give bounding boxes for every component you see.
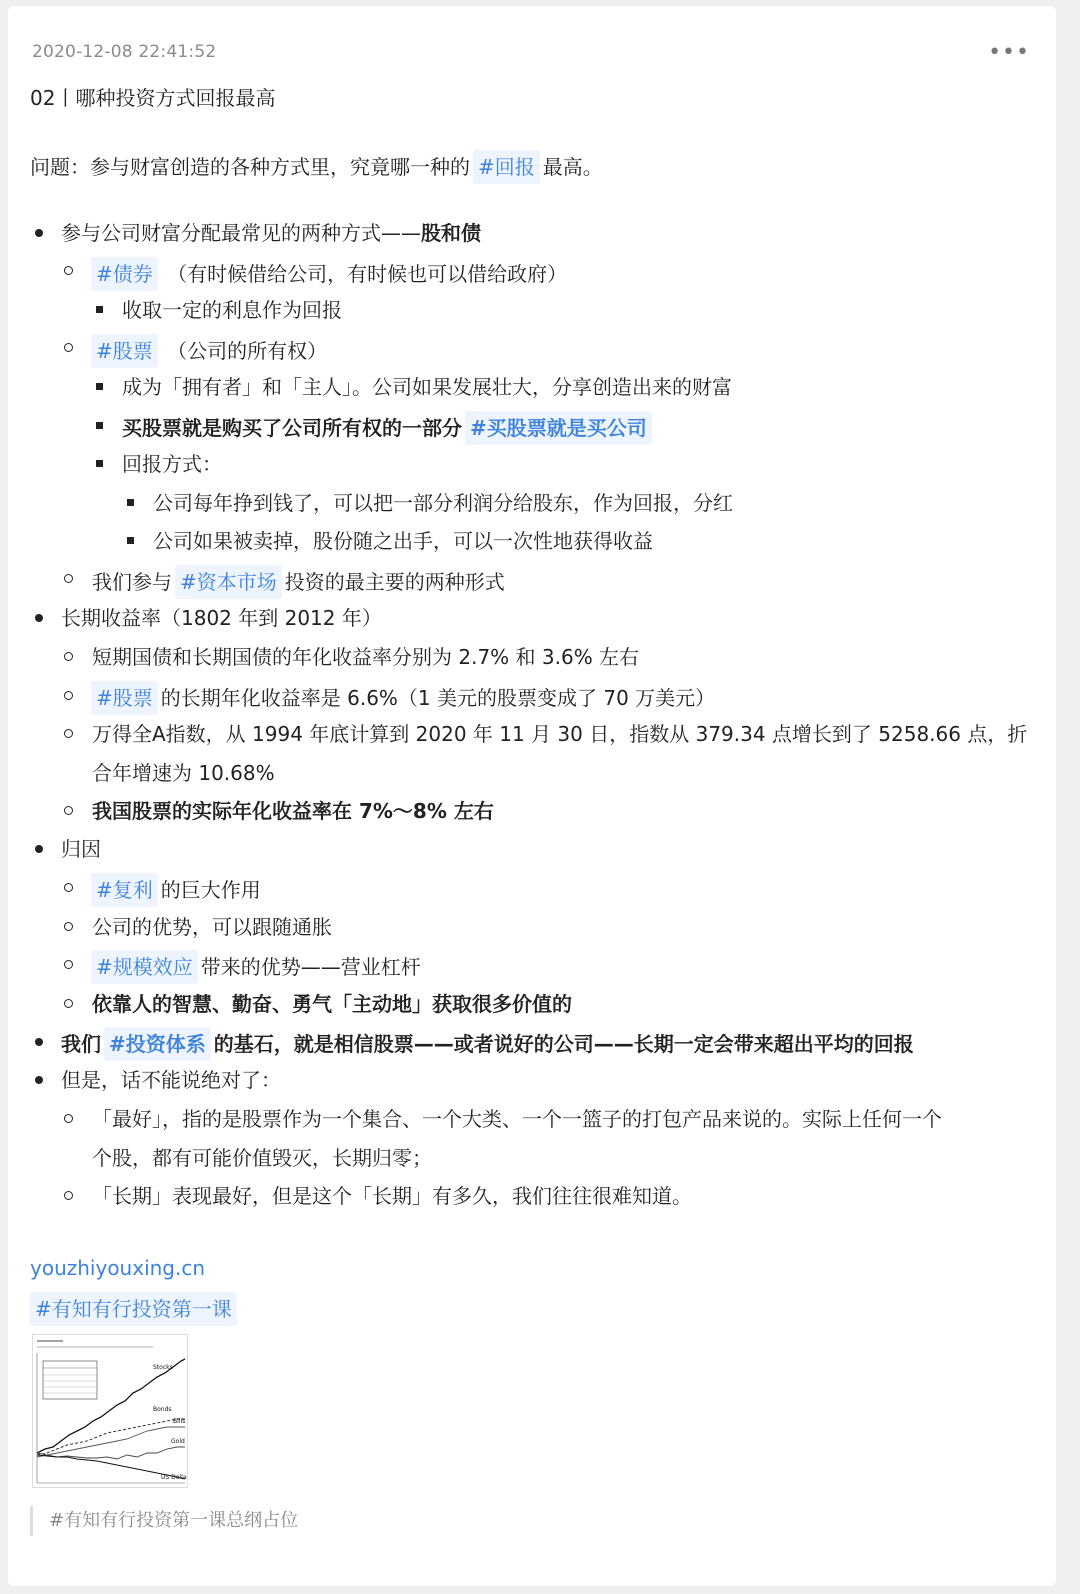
bullet-circle xyxy=(64,729,73,738)
bullet-square xyxy=(96,306,103,313)
bullet-square xyxy=(127,537,134,544)
list-item: #股票 的长期年化收益率是 6.6%（1 美元的股票变成了 70 万美元） xyxy=(88,681,715,715)
legend-gold: Gold xyxy=(171,1438,185,1445)
list-item: 买股票就是购买了公司所有权的一部分 #买股票就是买公司 xyxy=(122,411,655,445)
tag-mai-gupiao[interactable]: #买股票就是买公司 xyxy=(465,411,652,445)
list-item: 归因 xyxy=(61,837,101,861)
bullet-square xyxy=(96,383,103,390)
source-link[interactable]: youzhiyouxing.cn xyxy=(30,1256,206,1280)
list-item: 但是，话不能说绝对了： xyxy=(61,1068,281,1092)
tag-course[interactable]: #有知有行投资第一课 xyxy=(30,1292,237,1326)
tag-gupiao[interactable]: #股票 xyxy=(91,334,158,368)
list-item: 我们 #投资体系 的基石，就是相信股票——或者说好的公司——长期一定会带来超出平均的回报 xyxy=(61,1027,914,1061)
returns-chart-image xyxy=(33,1335,187,1487)
list-item: #规模效应 带来的优势——营业杠杆 xyxy=(88,950,421,984)
bullet-dot xyxy=(35,1038,43,1046)
bullet-dot xyxy=(35,614,43,622)
more-dots-icon[interactable]: ••• xyxy=(988,40,1030,65)
tag-ziben-shichang[interactable]: #资本市场 xyxy=(175,565,282,599)
bullet-circle xyxy=(64,343,73,352)
bullet-dot xyxy=(35,229,43,237)
bullet-circle xyxy=(64,574,73,583)
tag-huibao[interactable]: #回报 xyxy=(473,150,540,184)
bullet-square xyxy=(127,499,134,506)
note-title: 02丨哪种投资方式回报最高 xyxy=(30,86,276,110)
list-item: 我们参与 #资本市场 投资的最主要的两种形式 xyxy=(92,565,505,599)
bullet-dot xyxy=(35,845,43,853)
note-card xyxy=(8,6,1056,1586)
list-item: 「长期」表现最好，但是这个「长期」有多久，我们往往很难知道。 xyxy=(92,1184,692,1208)
legend-bonds: Bonds xyxy=(153,1406,172,1413)
list-item: 万得全A指数，从 1994 年底计算到 2020 年 11 月 30 日，指数从 379.34 点增长到了 5258.66 点，折 xyxy=(92,722,1028,746)
tag-touzi-tixi[interactable]: #投资体系 xyxy=(104,1027,211,1061)
course-tag-line xyxy=(30,1292,240,1326)
tag-fuli[interactable]: #复利 xyxy=(91,873,158,907)
legend-usdollar: US Dollar xyxy=(161,1474,187,1481)
list-item: 短期国债和长期国债的年化收益率分别为 2.7% 和 3.6% 左右 xyxy=(92,645,640,669)
bullet-square xyxy=(96,460,103,467)
list-item: 公司的优势，可以跟随通胀 xyxy=(92,915,332,939)
bullet-circle xyxy=(64,806,73,815)
bullet-dot xyxy=(35,1076,43,1084)
bullet-circle xyxy=(64,691,73,700)
timestamp: 2020-12-08 22:41:52 xyxy=(32,42,217,62)
list-item-cont: 个股，都有可能价值毁灭，长期归零； xyxy=(92,1146,432,1170)
list-item: 回报方式： xyxy=(122,452,222,476)
legend-stocks: Stocks xyxy=(153,1364,173,1371)
tag-gupiao-2[interactable]: #股票 xyxy=(91,681,158,715)
list-item: 参与公司财富分配最常见的两种方式——股和债 xyxy=(61,221,481,245)
list-item: 公司如果被卖掉，股份随之出手，可以一次性地获得收益 xyxy=(153,529,653,553)
tag-zhaiquan[interactable]: #债券 xyxy=(91,257,158,291)
bullet-circle xyxy=(64,1114,73,1123)
tag-guimo-xiaoying[interactable]: #规模效应 xyxy=(91,950,198,984)
list-item: 我国股票的实际年化收益率在 7%～8% 左右 xyxy=(92,799,494,823)
question-line: 问题：参与财富创造的各种方式里，究竟哪一种的 #回报 最高。 xyxy=(30,150,603,184)
list-item-cont: 合年增速为 10.68% xyxy=(92,761,275,785)
bullet-circle xyxy=(64,883,73,892)
list-item: 收取一定的利息作为回报 xyxy=(122,298,342,322)
list-item: #股票 （公司的所有权） xyxy=(88,334,327,368)
outline-quote: #有知有行投资第一课总纲占位 xyxy=(30,1506,298,1536)
bullet-circle xyxy=(64,266,73,275)
chart-thumbnail[interactable] xyxy=(32,1334,188,1488)
bullet-circle xyxy=(64,922,73,931)
list-item: 成为「拥有者」和「主人」。公司如果发展壮大，分享创造出来的财富 xyxy=(122,375,732,399)
bullet-circle xyxy=(64,999,73,1008)
bullet-circle xyxy=(64,1191,73,1200)
bullet-circle xyxy=(64,652,73,661)
list-item: 「最好」，指的是股票作为一个集合、一个大类、一个一篮子的打包产品来说的。实际上任何一个 xyxy=(92,1107,942,1131)
list-item: 公司每年挣到钱了，可以把一部分利润分给股东，作为回报，分红 xyxy=(153,491,733,515)
legend-bills: Bills xyxy=(173,1418,186,1425)
list-item: 长期收益率（1802 年到 2012 年） xyxy=(61,606,382,630)
bullet-square xyxy=(96,422,103,429)
list-item: 依靠人的智慧、勤奋、勇气「主动地」获取很多价值的 xyxy=(92,992,572,1016)
list-item: #债券 （有时候借给公司，有时候也可以借给政府） xyxy=(88,257,567,291)
list-item: #复利 的巨大作用 xyxy=(88,873,261,907)
bullet-circle xyxy=(64,960,73,969)
